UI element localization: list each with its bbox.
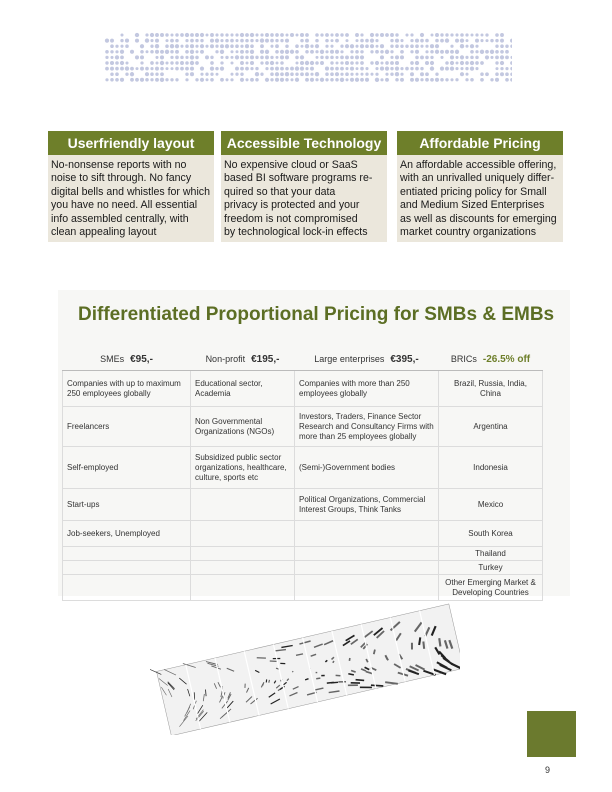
table-row <box>63 575 543 601</box>
table-cell: Argentina <box>439 407 543 447</box>
table-cell <box>295 575 439 601</box>
column-header-smes: SMEs €95,- <box>63 348 191 371</box>
feature-description: An affordable accessible offering, with an unrivalled uniquely differ- entiated pricing policy for Small and Medium Sized Enterprises as well as discounts for emerging market country organizations <box>397 155 563 242</box>
pricing-title: Differentiated Proportional Pricing for SMBs & EMBs <box>78 304 555 325</box>
table-row <box>63 407 543 447</box>
table-cell: Mexico <box>439 489 543 521</box>
table-row <box>63 371 543 407</box>
table-cell <box>63 575 191 601</box>
table-cell: Thailand <box>439 547 543 561</box>
feature-accessible-technology <box>221 131 387 242</box>
abstract-collage-image <box>150 600 460 735</box>
table-cell <box>191 489 295 521</box>
table-row <box>63 547 543 561</box>
feature-description: No-nonsense reports with no noise to sift through. No fancy digital bells and whistles for which you have no need. All essential info assembled centrally, with clean appealing layout <box>48 155 214 242</box>
table-cell: Turkey <box>439 561 543 575</box>
feature-title: Accessible Technology <box>221 131 387 155</box>
dot-pattern-header <box>104 32 512 84</box>
table-cell: Other Emerging Market & Developing Countries <box>439 575 543 601</box>
table-cell: Freelancers <box>63 407 191 447</box>
table-cell: Political Organizations, Commercial Interest Groups, Think Tanks <box>295 489 439 521</box>
table-cell <box>191 575 295 601</box>
column-header-large-enterprises: Large enterprises €395,- <box>295 348 439 371</box>
table-cell: Companies with more than 250 employees globally <box>295 371 439 407</box>
table-cell: Subsidized public sector organizations, healthcare, culture, sports etc <box>191 447 295 489</box>
page-number: 9 <box>545 765 551 775</box>
table-cell: Brazil, Russia, India, China <box>439 371 543 407</box>
table-cell: South Korea <box>439 521 543 547</box>
table-cell: Start-ups <box>63 489 191 521</box>
table-cell <box>191 561 295 575</box>
pricing-header-row <box>63 348 543 371</box>
table-cell <box>63 561 191 575</box>
table-cell: Indonesia <box>439 447 543 489</box>
feature-userfriendly-layout <box>48 131 214 242</box>
table-cell <box>191 521 295 547</box>
table-row <box>63 561 543 575</box>
table-cell <box>295 547 439 561</box>
table-cell: Job-seekers, Unemployed <box>63 521 191 547</box>
pricing-panel <box>58 290 570 596</box>
olive-accent-square <box>527 711 576 757</box>
table-cell: Non Governmental Organizations (NGOs) <box>191 407 295 447</box>
table-cell: Self-employed <box>63 447 191 489</box>
table-row <box>63 489 543 521</box>
feature-title: Userfriendly layout <box>48 131 214 155</box>
table-cell: Investors, Traders, Finance Sector Research and Consultancy Firms with more than 25 employees globally <box>295 407 439 447</box>
table-cell <box>295 521 439 547</box>
table-cell <box>63 547 191 561</box>
feature-description: No expensive cloud or SaaS based BI software programs re- quired so that your data privacy is protected and your freedom is not compromised by technological lock-in effects <box>221 155 387 242</box>
pricing-table <box>62 348 543 601</box>
table-row <box>63 521 543 547</box>
table-cell <box>191 547 295 561</box>
table-cell: Educational sector, Academia <box>191 371 295 407</box>
table-cell: Companies with up to maximum 250 employees globally <box>63 371 191 407</box>
feature-affordable-pricing <box>397 131 563 242</box>
table-row <box>63 447 543 489</box>
column-header-brics: BRICs -26.5% off <box>439 348 543 371</box>
table-cell <box>295 561 439 575</box>
table-cell: (Semi-)Government bodies <box>295 447 439 489</box>
feature-title: Affordable Pricing <box>397 131 563 155</box>
column-header-non-profit: Non-profit €195,- <box>191 348 295 371</box>
